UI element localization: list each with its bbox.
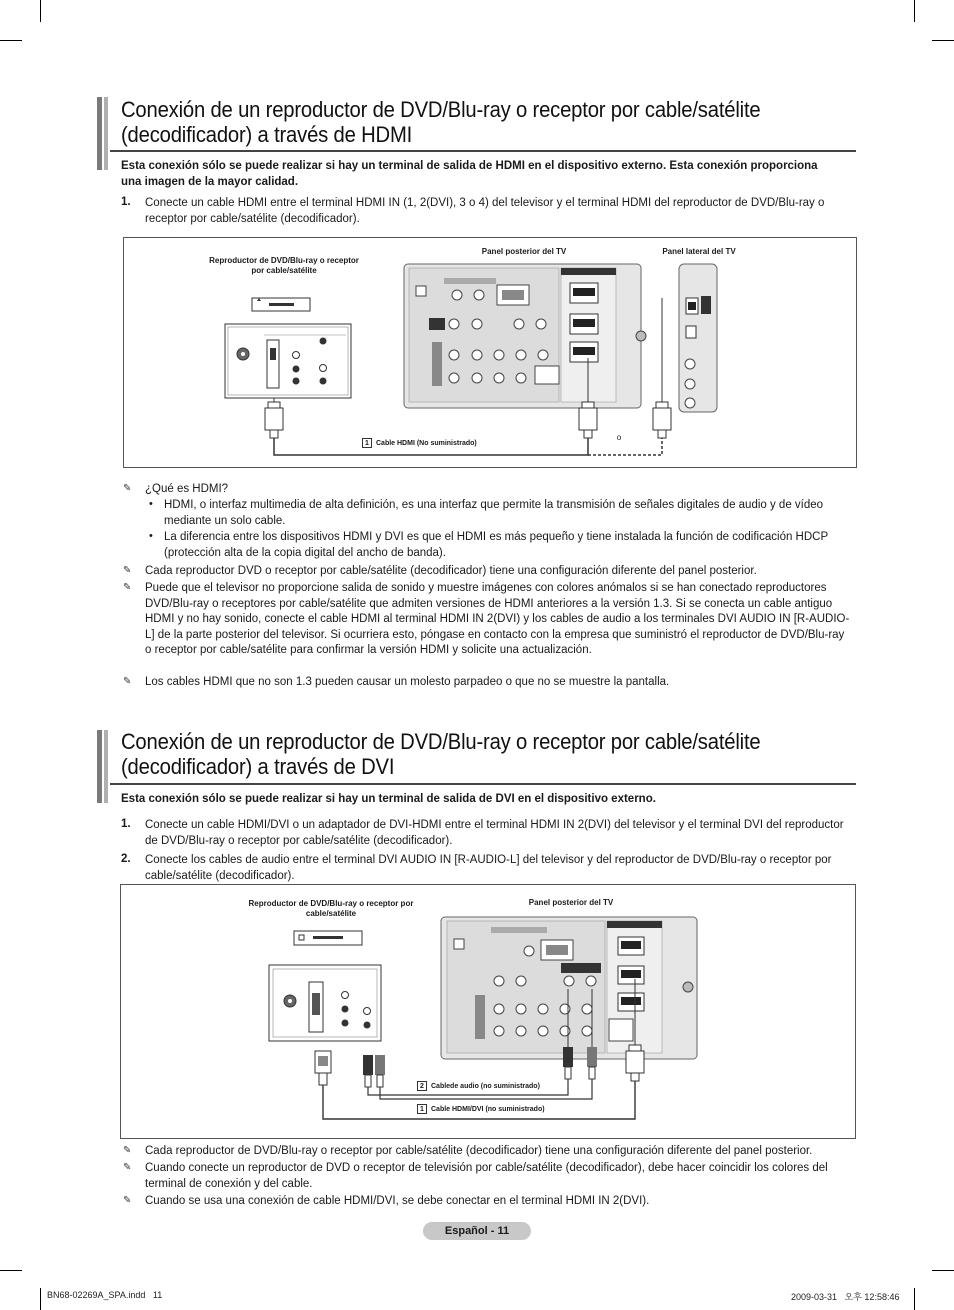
title-line: (decodificador) a través de DVI (121, 754, 395, 779)
crop-mark (0, 1270, 22, 1271)
tv-rear-panel (441, 917, 697, 1059)
or-label: o (616, 433, 622, 442)
cable-name: Cable HDMI/DVI (no suministrado) (431, 1105, 545, 1113)
note-icon: ✎ (123, 582, 132, 593)
crop-mark (40, 1288, 41, 1310)
hdmi-plug (579, 402, 597, 438)
section1-title (121, 97, 857, 147)
hdmi-diagram-illustration (124, 238, 858, 469)
side-panel-label: Panel lateral del TV (662, 247, 736, 256)
audio-plug (363, 1055, 385, 1087)
device-back-panel (269, 965, 381, 1041)
hdmi-plug (653, 402, 671, 438)
bullet-icon: • (149, 498, 153, 510)
section-bar (104, 97, 108, 170)
note-icon: ✎ (123, 1195, 132, 1206)
cable-number: 1 (417, 1104, 427, 1114)
dvd-player-icon (294, 931, 362, 945)
title-line: (decodificador) a través de HDMI (121, 122, 413, 147)
audio-cable-label (417, 1081, 540, 1091)
crop-mark (40, 0, 41, 22)
step-number: 1. (121, 818, 131, 830)
note-text: Cuando se usa una conexión de cable HDMI/DVI, se debe conectar en el terminal HDMI IN 2(DVI). (145, 1195, 650, 1207)
note-icon: ✎ (123, 483, 132, 494)
section2-intro: Esta conexión sólo se puede realizar si hay un terminal de salida de DVI en el dispositivo externo. (121, 793, 656, 805)
tv-rear-panel (404, 264, 646, 408)
crop-mark (932, 40, 954, 41)
crop-mark (914, 1288, 915, 1310)
cable-name: Cable HDMI (No suministrado) (376, 439, 477, 447)
note-icon: ✎ (123, 676, 132, 687)
hdmi-connection-diagram (123, 237, 857, 468)
note-bullet: La diferencia entre los dispositivos HDMI y DVI es que el HDMI es más pequeño y tiene instalada la función de codificación HDCP (protección alta de la copia digital del ancho de banda). (164, 531, 828, 559)
step-number: 1. (121, 196, 131, 208)
note-text: Cada reproductor de DVD/Blu-ray o receptor por cable/satélite (decodificador) tiene una configuración diferente del panel posterior. (145, 1145, 813, 1157)
print-date: 2009-03-31 오후 12:58:46 (791, 1292, 900, 1302)
hdmi-plug (265, 402, 283, 438)
section-bar (97, 97, 102, 170)
note-text: Cada reproductor DVD o receptor por cable/satélite (decodificador) tiene una configuración diferente del panel posterior. (145, 565, 757, 577)
cable-number: 1 (362, 438, 372, 448)
file-name: BN68-02269A_SPA.indd 11 (47, 1290, 163, 1300)
section-bar (104, 730, 108, 803)
bullet-icon: • (149, 530, 153, 542)
title-line: Conexión de un reproductor de DVD/Blu-ray o receptor por cable/satélite (121, 729, 761, 754)
note-text: Puede que el televisor no proporcione salida de sonido y muestre imágenes con colores anómalos si se han conectado reproductores DVD/Blu-ray o receptores por cable/satélite que admiten versiones de HDMI anteriores a la versión 1.3. Si se conecta un cable antiguo HDMI y no hay sonido, conecte el cable HDMI al terminal HDMI IN 2(DVI) y los cables de audio a los terminales DVI AUDIO IN [R-AUDIO-L] de la parte posterior del televisor. Si ocurriera esto, póngase en contacto con la empresa que suministró el reproductor de DVD/Blu-ray o receptor por cable/satélite para confirmar la versión HDMI y solicite una actualización. (145, 582, 850, 656)
dvd-player-icon (252, 298, 310, 311)
section-bar (97, 730, 102, 803)
step-text: Conecte un cable HDMI/DVI o un adaptador de DVI-HDMI entre el terminal HDMI IN 2(DVI) del televisor y el terminal DVI del reproductor de DVD/Blu-ray o receptor por cable/satélite (decodificador). (145, 819, 844, 847)
hdmi-plug (626, 1045, 644, 1081)
note-question: ¿Qué es HDMI? (145, 483, 229, 495)
note-icon: ✎ (123, 565, 132, 576)
device-label: Reproductor de DVD/Blu-ray o receptor por cable/satélite (248, 899, 414, 918)
title-line: Conexión de un reproductor de DVD/Blu-ray o receptor por cable/satélite (121, 97, 761, 122)
note-text: Los cables HDMI que no son 1.3 pueden causar un molesto parpadeo o que no se muestre la pantalla. (145, 676, 670, 688)
note-icon: ✎ (123, 1162, 132, 1173)
tv-side-panel (679, 264, 717, 412)
note-bullet: HDMI, o interfaz multimedia de alta definición, es una interfaz que permite la transmisión de señales digitales de audio y de vídeo mediante un solo cable. (164, 499, 824, 527)
note-text: Cuando conecte un reproductor de DVD o receptor de televisión por cable/satélite (decodificador), debe hacer coincidir los colores del terminal de conexión y del cable. (145, 1162, 828, 1190)
hdmi-dvi-cable-label (417, 1104, 545, 1114)
step-number: 2. (121, 853, 131, 865)
dvi-diagram-illustration (121, 885, 857, 1140)
device-back-panel (225, 324, 351, 398)
cable-number: 2 (417, 1081, 427, 1091)
hdmi-cable-label (362, 438, 477, 448)
device-label: Reproductor de DVD/Blu-ray o receptor por cable/satélite (209, 256, 359, 275)
dvi-plug (315, 1051, 331, 1085)
title-rule (110, 783, 856, 785)
crop-mark (0, 40, 22, 41)
section2-title (121, 729, 857, 779)
title-rule (110, 150, 856, 152)
rear-panel-label: Panel posterior del TV (481, 247, 567, 256)
dvi-connection-diagram (120, 884, 856, 1139)
crop-mark (914, 0, 915, 22)
note-icon: ✎ (123, 1145, 132, 1156)
section1-intro: Esta conexión sólo se puede realizar si hay un terminal de salida de HDMI en el dispositivo externo. Esta conexión proporciona una imagen de la mayor calidad. (121, 160, 818, 188)
cable-name: Cablede audio (no suministrado) (431, 1082, 540, 1090)
step-text: Conecte los cables de audio entre el terminal DVI AUDIO IN [R-AUDIO-L] del televisor y del reproductor de DVD/Blu-ray o receptor por cable/satélite (decodificador). (145, 854, 832, 882)
step-text: Conecte un cable HDMI entre el terminal HDMI IN (1, 2(DVI), 3 o 4) del televisor y el terminal HDMI del reproductor de DVD/Blu-ray o receptor por cable/satélite (decodificador). (145, 197, 825, 225)
page-number: Español - 11 (423, 1222, 531, 1240)
rear-panel-label: Panel posterior del TV (528, 898, 614, 907)
crop-mark (932, 1270, 954, 1271)
